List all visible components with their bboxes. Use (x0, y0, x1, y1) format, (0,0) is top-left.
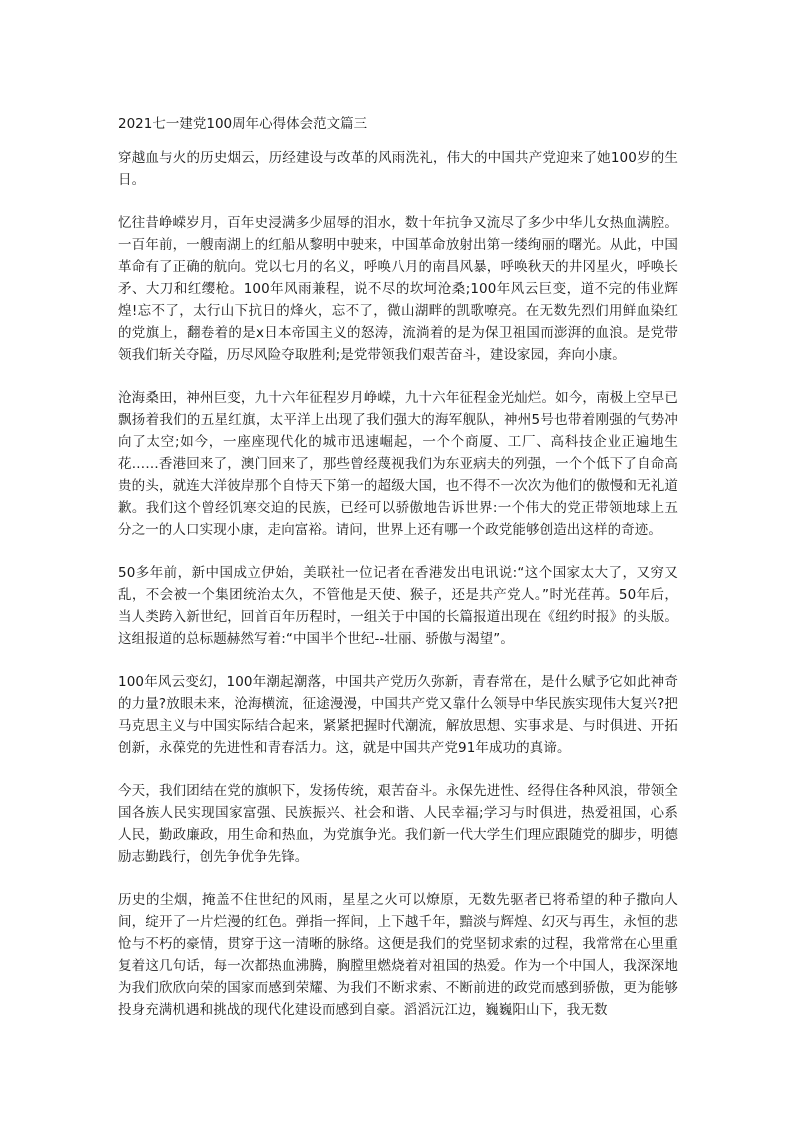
paragraph-history-dust: 历史的尘烟，掩盖不住世纪的风雨，星星之火可以燎原，无数先驱者已将希望的种子撒向人间，绽开了一片烂漫的红色。弹指一挥间，上下越千年，黯淡与辉煌、幻灭与再生，永恒的悲怆与不朽的豪情，贯穿于这一清晰的脉络。这便是我们的党坚韧求索的过程，我常常在心里重复着这几句话，每一次都热血沸腾，胸膛里燃烧着对祖国的热爱。作为一个中国人，我深深地为我们欣欣向荣的国家而感到荣耀、为我们不断求索、不断前进的政党而感到骄傲，更为能够投身充满机遇和挑战的现代化建设而感到自豪。滔滔沅江边，巍巍阳山下，我无数 (118, 892, 678, 1018)
paragraph-press-reports: 50多年前，新中国成立伊始，美联社一位记者在香港发出电讯说:“这个国家太大了，又穷又乱，不会被一个集团统治太久，不管他是天使、猴子，还是共产党人。”时光荏苒。50年后，当人类跨入新世纪，回首百年历程时，一组关于中国的长篇报道出现在《纽约时报》的头版。这组报道的总标题赫然写着:“中国半个世纪--壮丽、骄傲与渴望”。 (118, 565, 678, 647)
paragraph-birthday: 穿越血与火的历史烟云，历经建设与改革的风雨洗礼，伟大的中国共产党迎来了她100岁的生日。 (118, 150, 678, 188)
paragraph-history-memories: 忆往昔峥嵘岁月，百年史浸满多少屈辱的泪水，数十年抗争又流尽了多少中华儿女热血满腔。一百年前，一艘南湖上的红船从黎明中驶来，中国革命放射出第一缕绚丽的曙光。从此，中国革命有了正确的航向。党以七月的名义，呼唤八月的南昌风暴，呼唤秋天的井冈星火，呼唤长矛、大刀和红缨枪。100年风雨兼程，说不尽的坎坷沧桑;100年风云巨变，道不完的伟业辉煌!忘不了，太行山下抗日的烽火，忘不了，微山湖畔的凯歌嘹亮。在无数先烈们用鲜血染红的党旗上，翻卷着的是x日本帝国主义的怒涛，流淌着的是为保卫祖国而澎湃的血浪。是党带领我们斩关夺隘，历尽风险夺取胜利;是党带领我们艰苦奋斗，建设家园，奔向小康。 (118, 215, 678, 363)
paragraph-today: 今天，我们团结在党的旗帜下，发扬传统，艰苦奋斗。永保先进性、经得住各种风浪，带领全国各族人民实现国家富强、民族振兴、社会和谐、人民幸福;学习与时俱进，热爱祖国，心系人民，勤政廉政，用生命和热血，为党旗争光。我们新一代大学生们理应跟随党的脚步，明德励志勤践行，创先争优争先锋。 (118, 783, 678, 865)
document-page (118, 112, 678, 1042)
paragraph-party-vitality: 100年风云变幻，100年潮起潮落，中国共产党历久弥新，青春常在，是什么赋予它如此神奇的力量?放眼未来，沧海横流，征途漫漫，中国共产党又靠什么领导中华民族实现伟大复兴?把马克思主义与中国实际结合起来，紧紧把握时代潮流，解放思想、实事求是、与时俱进、开拓创新，永葆党的先进性和青春活力。这，就是中国共产党91年成功的真谛。 (118, 674, 678, 756)
document-title: 2021七一建党100周年心得体会范文篇三 (118, 116, 368, 132)
paragraph-great-changes: 沧海桑田，神州巨变，九十六年征程岁月峥嵘，九十六年征程金光灿烂。如今，南极上空早已飘扬着我们的五星红旗，太平洋上出现了我们强大的海军舰队，神州5号也带着刚强的气势冲向了太空;如今，一座座现代化的城市迅速崛起，一个个商厦、工厂、高科技企业正遍地生花……香港回来了，澳门回来了，那些曾经蔑视我们为东亚病夫的列强，一个个低下了自命高贵的头，就连大洋彼岸那个自恃天下第一的超级大国，也不得不一次次为他们的傲慢和无礼道歉。我们这个曾经饥寒交迫的民族，已经可以骄傲地告诉世界:一个伟大的党正带领地球上五分之一的人口实现小康，走向富裕。请问，世界上还有哪一个政党能够创造出这样的奇迹。 (118, 390, 678, 538)
